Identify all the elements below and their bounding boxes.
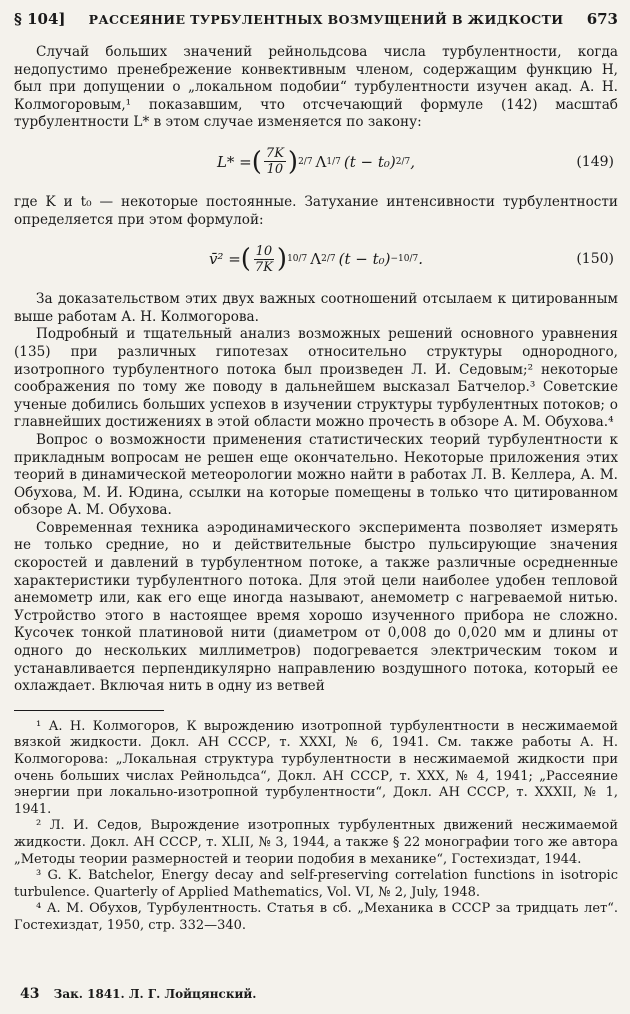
eq149-lhs: L* = — [216, 152, 252, 171]
eq150-exp1: 10/7 — [287, 254, 308, 265]
paragraph-4: Подробный и тщательный анализ возможных решений основного уравнения (135) при различных гипотезах относительно структуры однородного, изотропного турбулентного потока был произведен Л. И. Седовым;² некоторые соображения по тому же поводу в дальнейшем высказал Батчелор.³ Советские ученые добились больших успехов в изучении структуры турбулентных потоков; о главнейших достижениях в этой области можно прочесть в обзоре А. М. Обухова.⁴ — [14, 326, 618, 431]
page-footer — [20, 986, 256, 1002]
paragraph-2: где K и t₀ — некоторые постоянные. Затухание интенсивности турбулентности определяется при этом формулой: — [14, 193, 618, 228]
paragraph-5: Вопрос о возможности применения статистических теорий турбулентности к прикладным вопросам не решен еще окончательно. Некоторые приложения этих теорий в динамической метеорологии можно найти в работах Л. В. Келлера, А. М. Обухова, М. И. Юдина, ссылки на которые помещены в только что цитированном обзоре А. М. Обухова. — [14, 431, 618, 519]
equation-149 — [14, 140, 618, 184]
eq150-exp3: −10/7 — [390, 254, 419, 265]
footnote-divider — [14, 710, 164, 711]
eq149-exp2: 1/7 — [326, 156, 341, 167]
section-number: § 104] — [14, 10, 66, 28]
eq149-tail: (t − t₀) — [343, 152, 396, 171]
paragraph-1: Случай больших значений рейнольдсова числа турбулентности, когда недопустимо пренебрежение конвективным членом, содержащим функцию H, был при допущении о „локальном подобии“ турбулентности изучен акад. А. Н. Колмогоровым,¹ показавшим, что отсчечающий формуле (142) масштаб турбулентности L* в этом случае изменяется по закону: — [14, 44, 618, 131]
eq150-fraction — [253, 244, 275, 275]
footnote-2: ² Л. И. Седов, Вырождение изотропных турбулентных движений несжимаемой жидкости. Докл. АН СССР, т. XLII, № 3, 1944, а также § 22 монографии того же автора „Методы теории размерностей и теории подобия в механике“, Гостехиздат, 1944. — [14, 818, 618, 867]
paragraph-6: Современная техника аэродинамического эксперимента позволяет измерять не только средние, но и действительные быстро пульсирующие значения скоростей и давлений в турбулентном потоке, а также различные осредненные характеристики турбулентного потока. Для этой цели наиболее удобен тепловой анемометр или, как его еще иногда называют, анемометр с нагреваемой нитью. Устройство этого в настоящее время хорошо изученного прибора не сложно. Кусочек тонкой платиновой нити (диаметром от 0,008 до 0,020 мм и длины от одного до нескольких миллиметров) подогревается электрическим током и устанавливается перпендикулярно направлению воздушного потока, который ее охлаждает. Включая нить в одну из ветвей — [14, 519, 618, 695]
page-number: 673 — [586, 10, 618, 28]
eq149-lambda: Λ — [315, 152, 327, 171]
page — [14, 10, 618, 935]
eq149-exp1: 2/7 — [298, 156, 313, 167]
footnote-1: ¹ А. Н. Колмогоров, К вырождению изотропной турбулентности в несжимаемой вязкой жидкости. Докл. АН СССР, т. XXXI, № 6, 1941. См. также работы А. Н. Колмогорова: „Локальная структура турбулентности в несжимаемой жидкости при очень больших числах Рейнольдса“, Докл. АН СССР, т. XXX, № 4, 1941; „Рассеяние энергии при локально-изотропной турбулентности“, Докл. АН СССР, т. XXXII, № 1, 1941. — [14, 718, 618, 817]
eq149-lparen: ( — [251, 146, 262, 177]
order-text: Зак. 1841. Л. Г. Лойцянский. — [53, 987, 257, 1001]
eq149-number: (149) — [576, 153, 614, 170]
eq150-lhs: v̄² = — [208, 250, 241, 269]
footnote-4: ⁴ А. М. Обухов, Турбулентность. Статья в сб. „Механика в СССР за тридцать лет“. Гостехиздат, 1950, стр. 332—340. — [14, 901, 618, 933]
eq149-exp3: 2/7 — [395, 156, 411, 167]
running-title: РАССЕЯНИЕ ТУРБУЛЕНТНЫХ ВОЗМУЩЕНИЙ В ЖИДКОСТИ — [88, 12, 564, 27]
eq149-denominator: 10 — [266, 162, 284, 178]
paragraph-3: За доказательством этих двух важных соотношений отсылаем к цитированным выше работам А. Н. Колмогорова. — [14, 291, 618, 325]
footnotes — [14, 719, 618, 935]
eq150-end: . — [418, 250, 424, 269]
eq150-number: (150) — [576, 251, 614, 268]
equation-150 — [14, 237, 618, 281]
eq150-tail: (t − t₀) — [338, 250, 391, 269]
eq149-end: , — [410, 152, 416, 171]
signature-number: 43 — [20, 986, 40, 1002]
eq149-numerator: 7K — [265, 146, 284, 162]
eq150-exp2: 2/7 — [321, 254, 336, 265]
eq150-lambda: Λ — [310, 250, 322, 269]
eq150-numerator: 10 — [255, 243, 273, 259]
eq150-denominator: 7K — [254, 259, 273, 275]
page-header — [14, 10, 618, 34]
eq150-lparen: ( — [240, 244, 251, 275]
footnote-3: ³ G. K. Batchelor, Energy decay and self-preserving correlation functions in isotropic turbulence. Quarterly of Applied Mathematics, Vol. VI, № 2, July, 1948. — [14, 868, 618, 900]
eq149-rparen: ) — [287, 146, 299, 177]
eq150-rparen: ) — [276, 244, 288, 275]
eq149-fraction — [264, 146, 286, 177]
